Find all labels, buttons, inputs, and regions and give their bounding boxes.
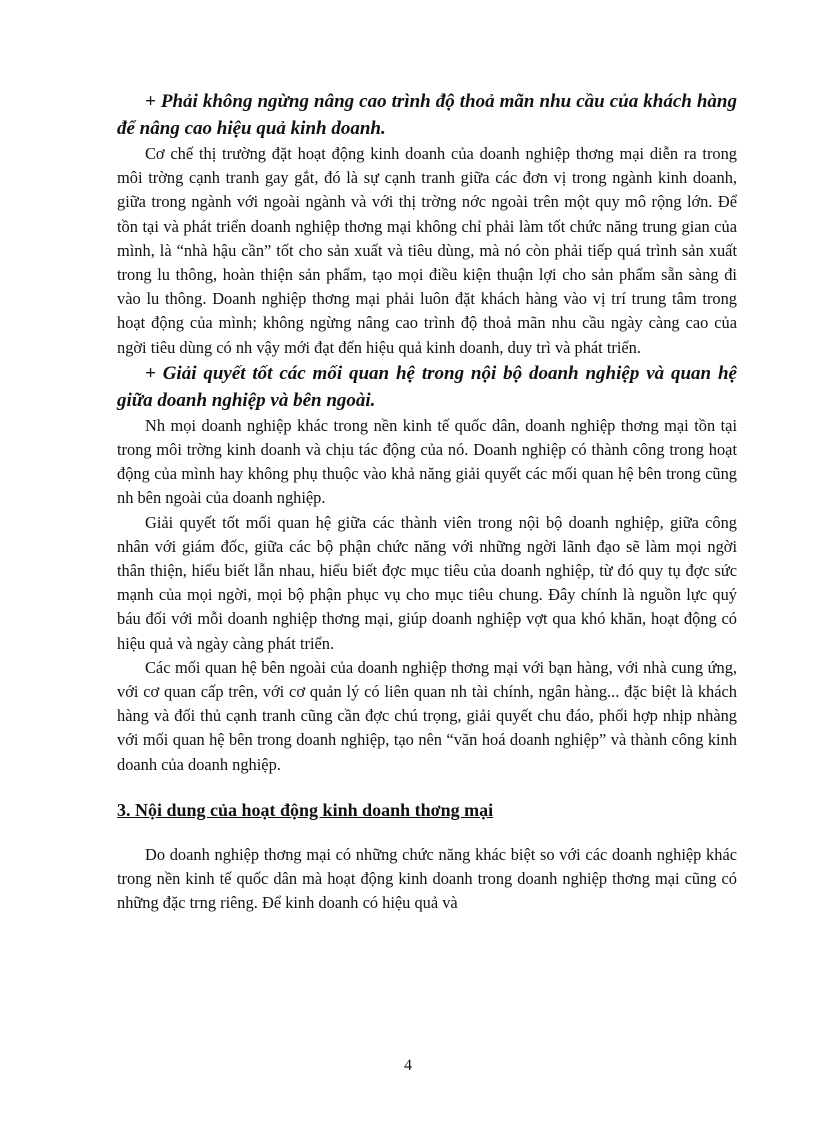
paragraph-internal-relations: Giải quyết tốt mối quan hệ giữa các thành viên trong nội bộ doanh nghiệp, giữa công nhân với giám đốc, giữa các bộ phận chức năng với những ngời lãnh đạo sẽ làm mọi ngời thân thiện, hiểu biết lẫn nhau, hiểu biết đợc mục tiêu của doanh nghiệp, từ đó quy tụ đợc sức mạnh của mọi ngời, mọi bộ phận phục vụ cho mục tiêu chung. Đây chính là nguồn lực quý báu đối với mỗi doanh nghiệp thơng mại, giúp doanh nghiệp vợt qua khó khăn, hoạt động có hiệu quả và ngày càng phát triển. — [117, 512, 737, 653]
section-heading: 3. Nội dung của hoạt động kinh doanh thơng mại — [117, 799, 494, 820]
paragraph-business-environment: Nh mọi doanh nghiệp khác trong nền kinh tế quốc dân, doanh nghiệp thơng mại tồn tại trong môi trờng kinh doanh và chịu tác động của nó. Doanh nghiệp có thành công trong hoạt động của mình hay không phụ thuộc vào khả năng giải quyết các mối quan hệ bên trong cũng nh bên ngoài của doanh nghiệp. — [117, 415, 737, 508]
subheading-relationships: + Giải quyết tốt các mối quan hệ trong nội bộ doanh nghiệp và quan hệ giữa doanh nghiệp và bên ngoài. — [117, 362, 737, 411]
paragraph-external-relations: Các mối quan hệ bên ngoài của doanh nghiệp thơng mại với bạn hàng, với nhà cung ứng, với cơ quan cấp trên, với cơ quản lý có liên quan nh tài chính, ngân hàng... đặc biệt là khách hàng và đối thủ cạnh tranh cũng cần đợc chú trọng, giải quyết chu đáo, phối hợp nhịp nhàng với mối quan hệ bên trong doanh nghiệp, tạo nên “văn hoá doanh nghiệp” và thành công kinh doanh của doanh nghiệp. — [117, 657, 737, 774]
page-number: 4 — [404, 1057, 412, 1074]
document-page — [117, 88, 737, 915]
paragraph-market-mechanism: Cơ chế thị trường đặt hoạt động kinh doanh của doanh nghiệp thơng mại diễn ra trong môi trờng cạnh tranh gay gắt, đó là sự cạnh tranh giữa các đơn vị trong ngành kinh doanh, giữa trong ngành với ngoài ngành và với thị trờng nớc ngoài trên một quy mô rộng lớn. Để tồn tại và phát triển doanh nghiệp thơng mại không chỉ phải làm tốt chức năng trung gian của mình, là “nhà hậu cần” tốt cho sản xuất và tiêu dùng, mà nó còn phải tiếp quá trình sản xuất trong lu thông, hoàn thiện sản phẩm, tạo mọi điều kiện thuận lợi cho sản phẩm sẵn sàng đi vào lu thông. Doanh nghiệp thơng mại phải luôn đặt khách hàng vào vị trí trung tâm trong hoạt động của mình; không ngừng nâng cao trình độ thoả mãn nhu cầu ngày càng cao của ngời tiêu dùng có nh vậy mới đạt đến hiệu quả kinh doanh, duy trì và phát triển. — [117, 144, 737, 357]
subheading-customer-needs: + Phải không ngừng nâng cao trình độ thoả mãn nhu cầu của khách hàng để nâng cao hiệu quả kinh doanh. — [117, 91, 737, 139]
paragraph-business-content: Do doanh nghiệp thơng mại có những chức năng khác biệt so với các doanh nghiệp khác trong nền kinh tế quốc dân mà hoạt động kinh doanh trong doanh nghiệp thơng mại cũng có những đặc trng riêng. Để kinh doanh có hiệu quả và — [117, 844, 737, 913]
